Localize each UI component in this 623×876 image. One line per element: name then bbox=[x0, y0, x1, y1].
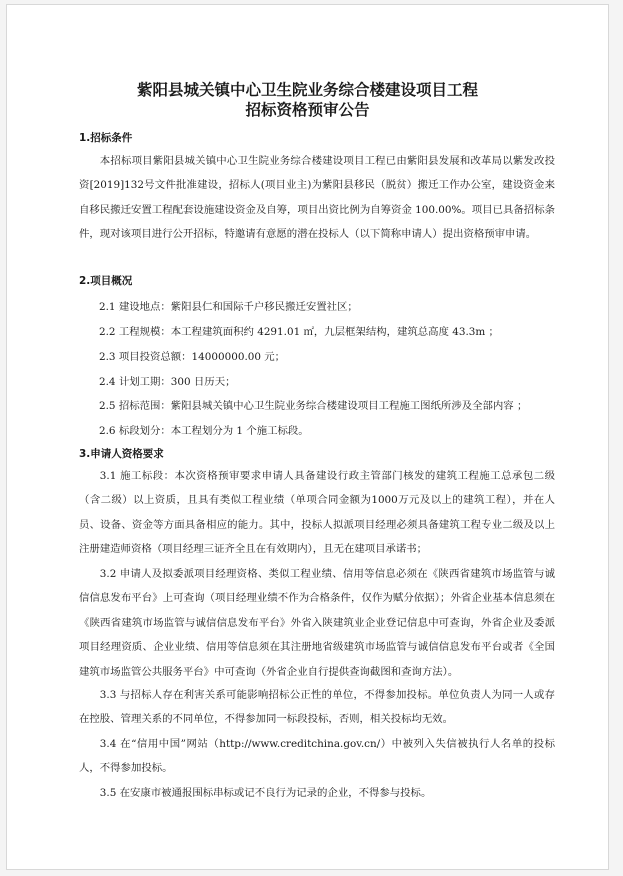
list-item: 2.1 建设地点：紫阳县仁和国际千户移民搬迁安置社区； bbox=[99, 301, 358, 313]
list-item: 2.6 标段划分：本工程划分为 1 个施工标段。 bbox=[99, 425, 309, 437]
list-item: 2.3 项目投资总额：14000000.00 元； bbox=[99, 351, 286, 363]
section-3-2-paragraph: 3.2 申请人及拟委派项目经理资格、类似工程业绩、信用等信息必须在《陕西省建筑市场监管与诚信信息发布平台》上可查询（项目经理业绩不作为合格条件，仅作为赋分依据）；外省企业基本信息须在《陕西省建筑市场监管与诚信信息发布平台》外省入陕建筑业企业登记信息中可查询，外省企业及委派项目经理资质、企业业绩、信用等信息须在其注册地省级建筑市场监管与诚信信息发布平台或者《全国建筑市场监管公共服务平台》中可查询（外省企业自行提供查询截图和查询方法）。 bbox=[79, 568, 555, 678]
section-heading-1: 1.招标条件 bbox=[79, 132, 133, 144]
section-3-4-paragraph: 3.4 在“信用中国”网站（http://www.creditchina.gov.cn/）中被列入失信被执行人名单的投标人，不得参加投标。 bbox=[79, 738, 555, 775]
list-item: 2.4 计划工期：300 日历天； bbox=[99, 376, 236, 388]
section-3-5-paragraph: 3.5 在安康市被通报围标串标或记不良行为记录的企业，不得参与投标。 bbox=[99, 787, 432, 799]
section-3-3-paragraph: 3.3 与招标人存在利害关系可能影响招标公正性的单位，不得参加投标。单位负责人为同一人或存在控股、管理关系的不同单位，不得参加同一标段投标，否则，相关投标均无效。 bbox=[79, 689, 555, 726]
section-3-1-paragraph: 3.1 施工标段：本次资格预审要求申请人具备建设行政主管部门核发的建筑工程施工总承包二级（含二级）以上资质，且具有类似工程业绩（单项合同金额为1000万元及以上的建筑工程），并在人员、设备、资金等方面具备相应的能力。其中，投标人拟派项目经理必须具备建筑工程专业二级及以上注册建造师资格（项目经理三证齐全且在有效期内），且无在建项目承诺书； bbox=[79, 470, 555, 556]
document-title-line2: 招标资格预审公告 bbox=[245, 101, 370, 119]
section-1-paragraph: 本招标项目紫阳县城关镇中心卫生院业务综合楼建设项目工程已由紫阳县发展和改革局以紫发改投资[2019]132号文件批准建设，招标人(项目业主)为紫阳县移民（脱贫）搬迁工作办公室，建设资金来自移民搬迁安置工程配套设施建设资金及自筹，项目出资比例为自筹资金 100.00%。项目已具备招标条件，现对该项目进行公开招标，特邀请有意愿的潜在投标人（以下简称申请人）提出资格预审申请。 bbox=[79, 155, 555, 241]
list-item: 2.2 工程规模：本工程建筑面积约 4291.01 ㎡，九层框架结构，建筑总高度 43.3m ； bbox=[99, 326, 499, 338]
section-heading-3: 3.申请人资格要求 bbox=[79, 448, 164, 460]
document-page bbox=[6, 4, 609, 870]
list-item: 2.5 招标范围：紫阳县城关镇中心卫生院业务综合楼建设项目工程施工图纸所涉及全部内容 ； bbox=[99, 400, 528, 412]
section-heading-2: 2.项目概况 bbox=[79, 275, 133, 287]
document-title-line1: 紫阳县城关镇中心卫生院业务综合楼建设项目工程 bbox=[136, 81, 478, 99]
